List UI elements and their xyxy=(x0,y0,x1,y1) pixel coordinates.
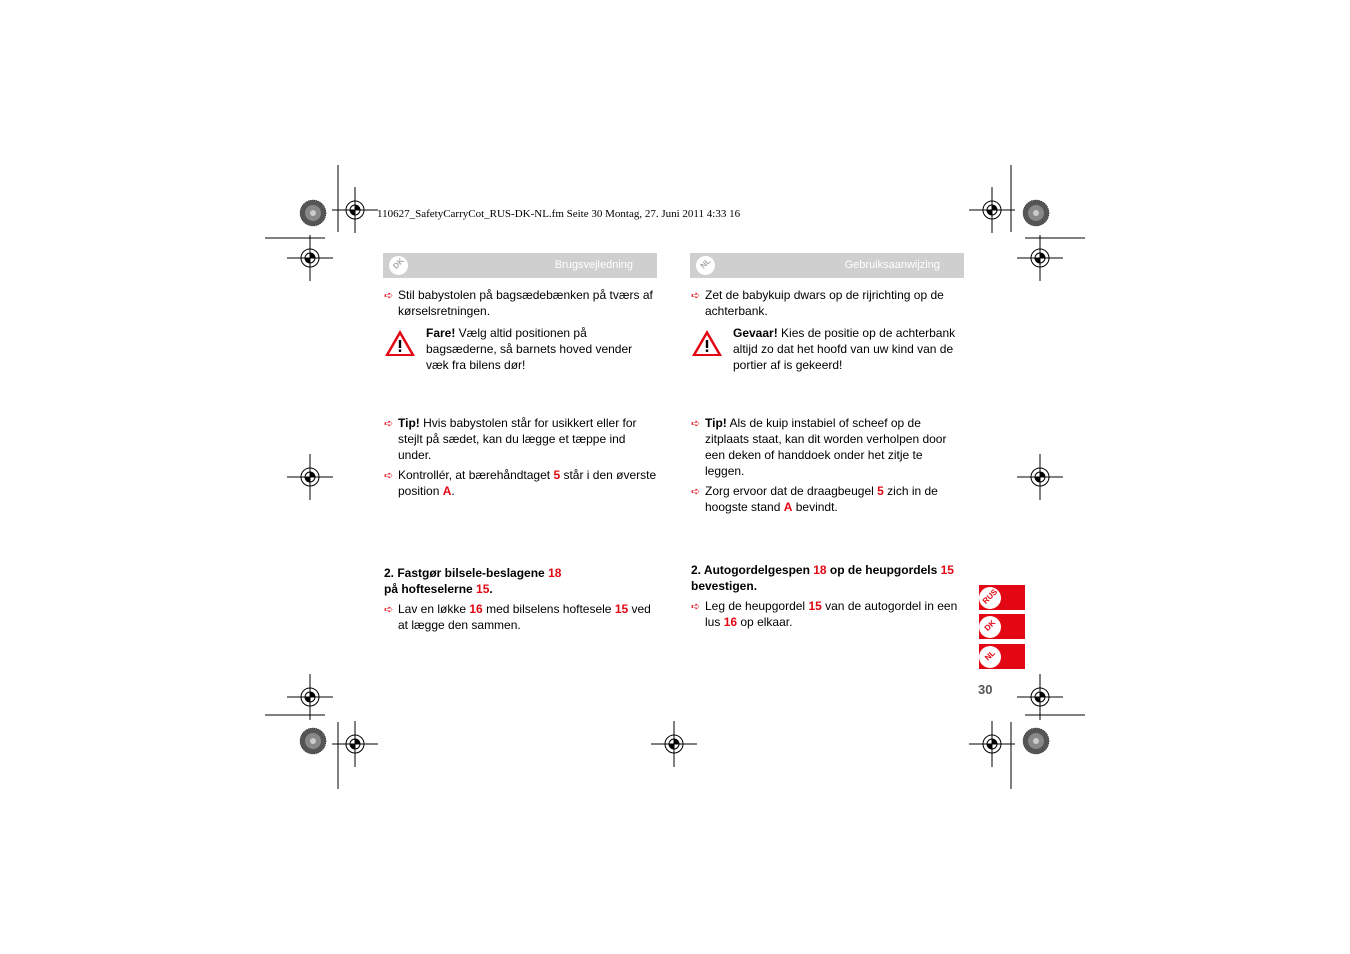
step-heading: 2. Autogordelgespen 18 op de heupgordels 15 bevestigen. xyxy=(691,563,954,593)
instruction-loop-belt: ➪ Lav en løkke 16 med bilselens hoftesele 15 ved at lægge den sammen. xyxy=(384,602,651,632)
instruction-place-seat: ➪ Zet de babykuip dwars op de rijrichting op de achterbank. xyxy=(691,288,944,318)
instruction-place-seat: ➪ Stil babystolen på bagsædebænken på tværs af kørselsretningen. xyxy=(384,288,653,318)
warning-block: Gevaar! Kies de positie op de achterbank altijd zo dat het hoofd van uw kind van de portier af is gekeerd! xyxy=(691,325,965,373)
language-badge-dk: DK xyxy=(389,256,408,275)
page-number: 30 xyxy=(978,682,993,697)
column-nl-tips xyxy=(691,415,965,515)
file-info: 110627_SafetyCarryCot_RUS-DK-NL.fm Seite 30 Montag, 27. Juni 2011 4:33 16 xyxy=(377,208,741,220)
arrow-bullet-icon: ➪ xyxy=(384,290,394,302)
instruction-handle-position: ➪ Zorg ervoor dat de draagbeugel 5 zich in de hoogste stand A bevindt. xyxy=(691,484,938,514)
language-tab-dk: DK xyxy=(979,614,1025,639)
column-nl xyxy=(691,287,965,373)
arrow-bullet-icon: ➪ xyxy=(691,418,701,430)
step-heading: 2. Fastgør bilsele-beslagene 18 på hofteselerne 15. xyxy=(384,566,562,596)
warning-block: Fare! Vælg altid positionen på bagsæderne, så barnets hoved vender væk fra bilens dør! xyxy=(384,325,658,373)
section-header-dk xyxy=(383,253,657,278)
arrow-bullet-icon: ➪ xyxy=(384,418,394,430)
arrow-bullet-icon: ➪ xyxy=(384,470,394,482)
arrow-bullet-icon: ➪ xyxy=(691,290,701,302)
header-label: Gebruiksaanwijzing xyxy=(844,259,940,271)
warning-triangle-icon xyxy=(384,329,416,357)
arrow-bullet-icon: ➪ xyxy=(691,486,701,498)
language-tab-rus: RUS xyxy=(979,585,1025,610)
instruction-handle-position: ➪ Kontrollér, at bærehåndtaget 5 står i den øverste position A. xyxy=(384,468,657,498)
tip-item: ➪ Tip! Als de kuip instabiel of scheef op de zitplaats staat, kan dit worden verholpen door een deken of handdoek onder het zitje te leggen. xyxy=(691,416,947,478)
column-dk-step2 xyxy=(384,565,658,633)
column-dk xyxy=(384,287,658,373)
language-tab-nl: NL xyxy=(979,644,1025,669)
language-badge-nl: NL xyxy=(696,256,715,275)
section-header-nl xyxy=(690,253,964,278)
warning-triangle-icon xyxy=(691,329,723,357)
arrow-bullet-icon: ➪ xyxy=(691,601,701,613)
column-nl-step2 xyxy=(691,562,965,630)
header-label: Brugsvejledning xyxy=(554,259,633,271)
tip-item: ➪ Tip! Hvis babystolen står for usikkert eller for stejlt på sædet, kan du lægge et tæppe ind under. xyxy=(384,416,637,462)
instruction-loop-belt: ➪ Leg de heupgordel 15 van de autogordel in een lus 16 op elkaar. xyxy=(691,599,958,629)
arrow-bullet-icon: ➪ xyxy=(384,604,394,616)
column-dk-tips xyxy=(384,415,658,499)
